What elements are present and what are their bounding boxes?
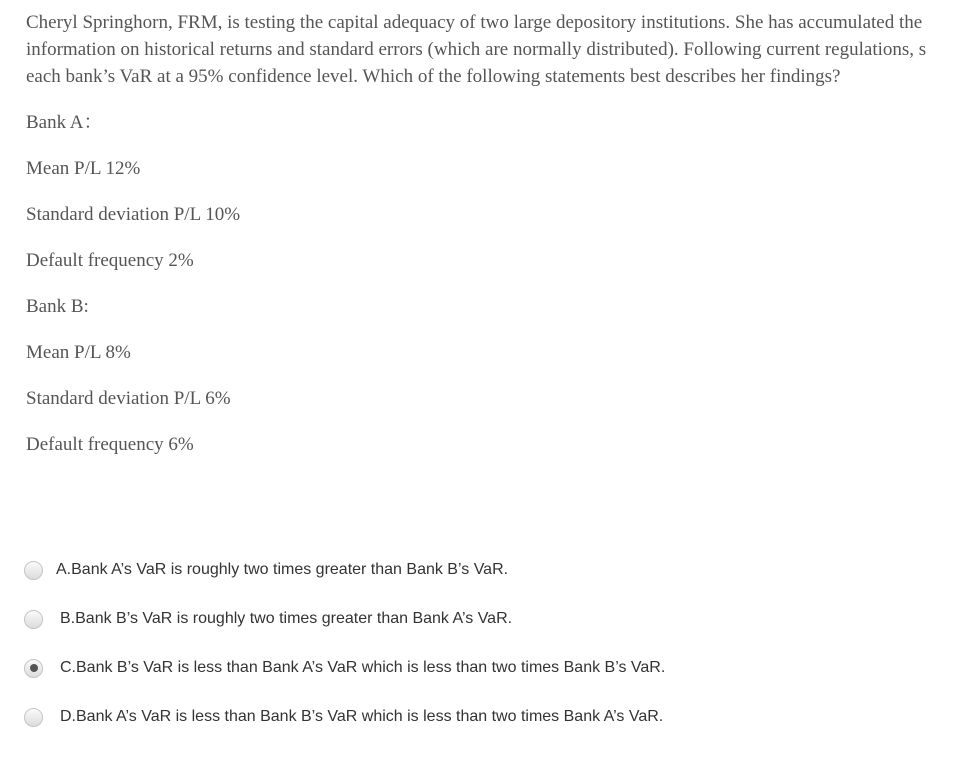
bank-a-heading: Bank A： xyxy=(26,112,103,133)
radio-button-a[interactable] xyxy=(24,561,43,580)
radio-button-d[interactable] xyxy=(24,708,43,727)
option-a[interactable] xyxy=(24,558,508,582)
bank-b-default-frequency: Default frequency 6% xyxy=(26,434,194,455)
bank-a-mean: Mean P/L 12% xyxy=(26,158,141,179)
bank-a-default-frequency: Default frequency 2% xyxy=(26,250,194,271)
radio-button-c[interactable] xyxy=(24,659,43,678)
question-line: each bank’s VaR at a 95% confidence level. Which of the following statements best describes her findings? xyxy=(26,66,841,87)
bank-b-heading: Bank B: xyxy=(26,296,89,317)
bank-b-std-dev: Standard deviation P/L 6% xyxy=(26,388,231,409)
question-line: information on historical returns and standard errors (which are normally distributed). Following current regulations, s xyxy=(26,39,927,60)
bank-b-mean: Mean P/L 8% xyxy=(26,342,131,363)
option-b-label[interactable]: B.Bank B’s VaR is roughly two times greater than Bank A’s VaR. xyxy=(60,610,513,627)
option-d[interactable] xyxy=(24,705,663,729)
radio-button-b[interactable] xyxy=(24,610,43,629)
question-text xyxy=(26,9,973,90)
option-a-label[interactable]: A.Bank A’s VaR is roughly two times greater than Bank B’s VaR. xyxy=(56,561,509,578)
option-c-label[interactable]: C.Bank B’s VaR is less than Bank A’s VaR which is less than two times Bank B’s VaR. xyxy=(60,659,666,676)
option-b[interactable] xyxy=(24,607,512,631)
option-d-label[interactable]: D.Bank A’s VaR is less than Bank B’s VaR which is less than two times Bank A’s VaR. xyxy=(60,708,664,725)
bank-a-std-dev: Standard deviation P/L 10% xyxy=(26,204,241,225)
option-c[interactable] xyxy=(24,656,665,680)
question-line: Cheryl Springhorn, FRM, is testing the capital adequacy of two large depository institutions. She has accumulated the xyxy=(26,12,923,33)
